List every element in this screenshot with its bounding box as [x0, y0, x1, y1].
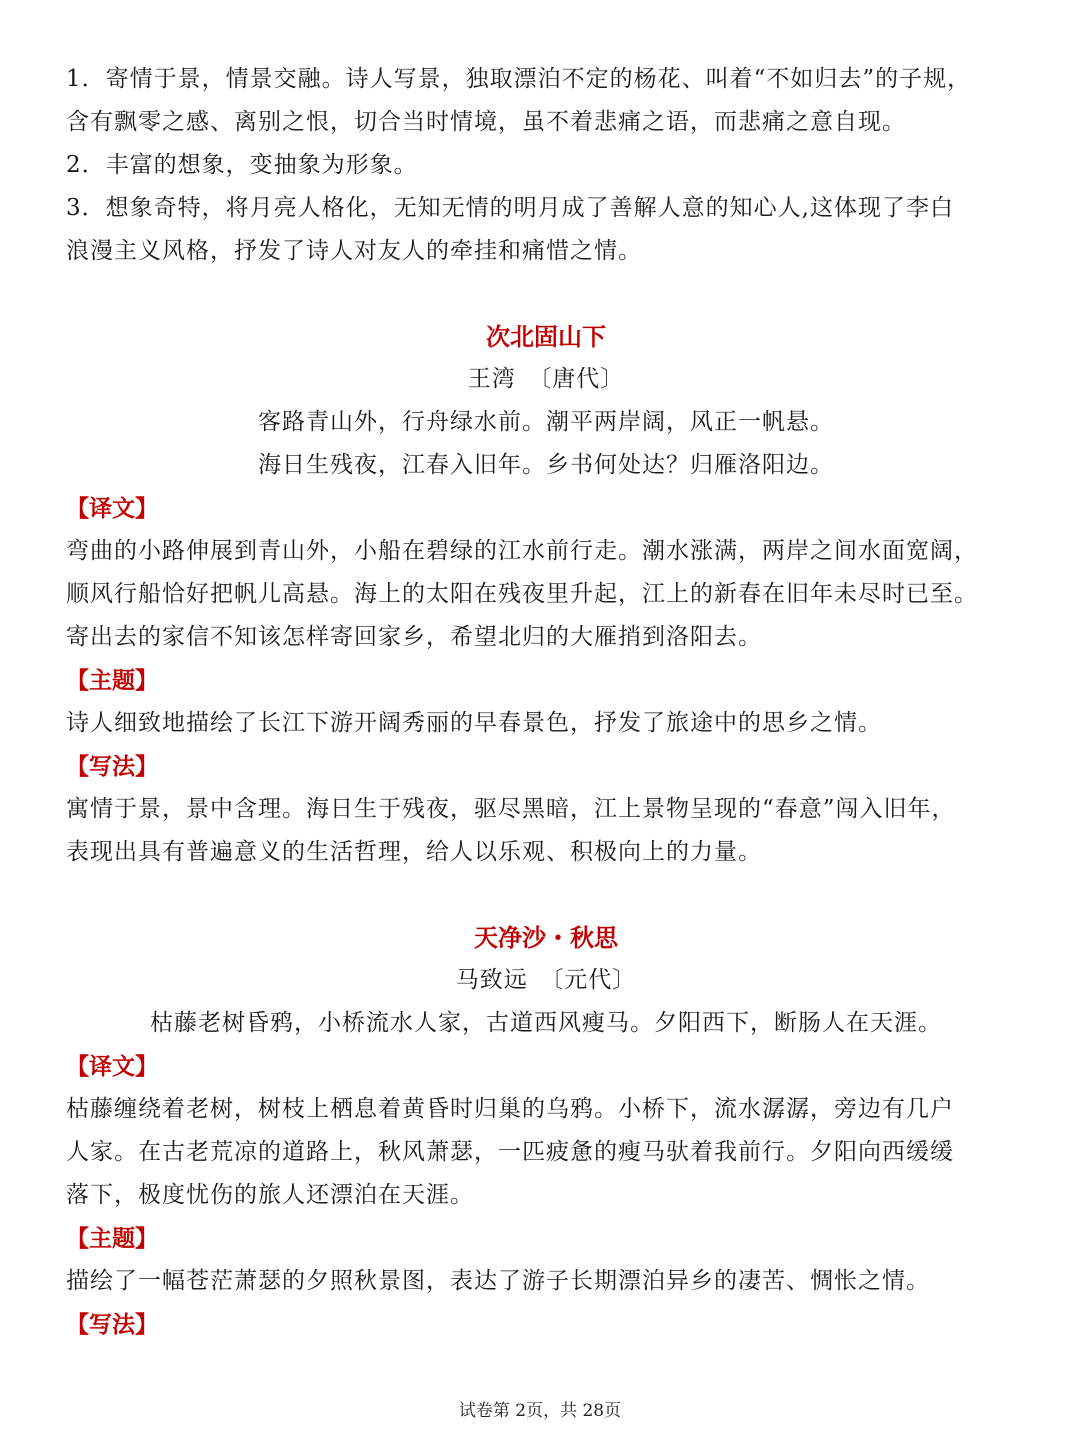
translation-line: 人家。在古老荒凉的道路上，秋风萧瑟，一匹疲惫的瘦马驮着我前行。夕阳向西缓缓: [66, 1139, 954, 1165]
poem-author: 马致远 〔元代〕: [455, 967, 637, 993]
intro-line: 含有飘零之感、离别之恨，切合当时情境，虽不着悲痛之语，而悲痛之意自现。: [66, 109, 906, 135]
translation-line: 枯藤缠绕着老树，树枝上栖息着黄昏时归巢的乌鸦。小桥下，流水潺潺，旁边有几户: [66, 1096, 954, 1122]
poem-title: 天净沙・秋思: [474, 923, 618, 952]
intro-line: 浪漫主义风格，抒发了诗人对友人的牵挂和痛惜之情。: [66, 238, 642, 264]
document-page: [66, 58, 1026, 1346]
theme-line: 描绘了一幅苍茫萧瑟的夕照秋景图，表达了游子长期漂泊异乡的凄苦、惆怅之情。: [66, 1268, 930, 1294]
theme-line: 诗人细致地描绘了长江下游开阔秀丽的早春景色，抒发了旅途中的思乡之情。: [66, 710, 882, 736]
intro-line: 1．寄情于景，情景交融。诗人写景，独取漂泊不定的杨花、叫着“不如归去”的子规，: [66, 66, 972, 92]
poem-section-1: [66, 315, 1026, 874]
translation-heading: 【译文】: [66, 495, 158, 522]
method-line: 寓情于景，景中含理。海日生于残夜，驱尽黑暗，江上景物呈现的“春意”闯入旧年，: [66, 796, 956, 822]
intro-section: [66, 58, 1026, 273]
method-heading: 【写法】: [66, 1311, 158, 1338]
theme-heading: 【主题】: [66, 1225, 158, 1252]
poem-line: 海日生残夜，江春入旧年。乡书何处达？归雁洛阳边。: [258, 452, 834, 478]
translation-line: 弯曲的小路伸展到青山外，小船在碧绿的江水前行走。潮水涨满，两岸之间水面宽阔，: [66, 538, 978, 564]
translation-line: 寄出去的家信不知该怎样寄回家乡，希望北归的大雁捎到洛阳去。: [66, 624, 762, 650]
translation-line: 落下，极度忧伤的旅人还漂泊在天涯。: [66, 1182, 474, 1208]
page-footer: 试卷第 2页，共 28页: [458, 1401, 622, 1421]
poem-section-2: [66, 916, 1026, 1346]
method-heading: 【写法】: [66, 753, 158, 780]
intro-line: 3．想象奇特，将月亮人格化，无知无情的明月成了善解人意的知心人,这体现了李白: [66, 195, 954, 221]
poem-line: 枯藤老树昏鸦，小桥流水人家，古道西风瘦马。夕阳西下，断肠人在天涯。: [150, 1010, 942, 1036]
translation-line: 顺风行船恰好把帆儿高悬。海上的太阳在残夜里升起，江上的新春在旧年未尽时已至。: [66, 581, 978, 607]
method-line: 表现出具有普遍意义的生活哲理，给人以乐观、积极向上的力量。: [66, 839, 762, 865]
poem-author: 王湾 〔唐代〕: [467, 366, 625, 392]
translation-heading: 【译文】: [66, 1053, 158, 1080]
intro-line: 2．丰富的想象，变抽象为形象。: [66, 152, 418, 178]
poem-title: 次北固山下: [486, 322, 606, 351]
poem-line: 客路青山外，行舟绿水前。潮平两岸阔，风正一帆悬。: [258, 409, 834, 435]
theme-heading: 【主题】: [66, 667, 158, 694]
